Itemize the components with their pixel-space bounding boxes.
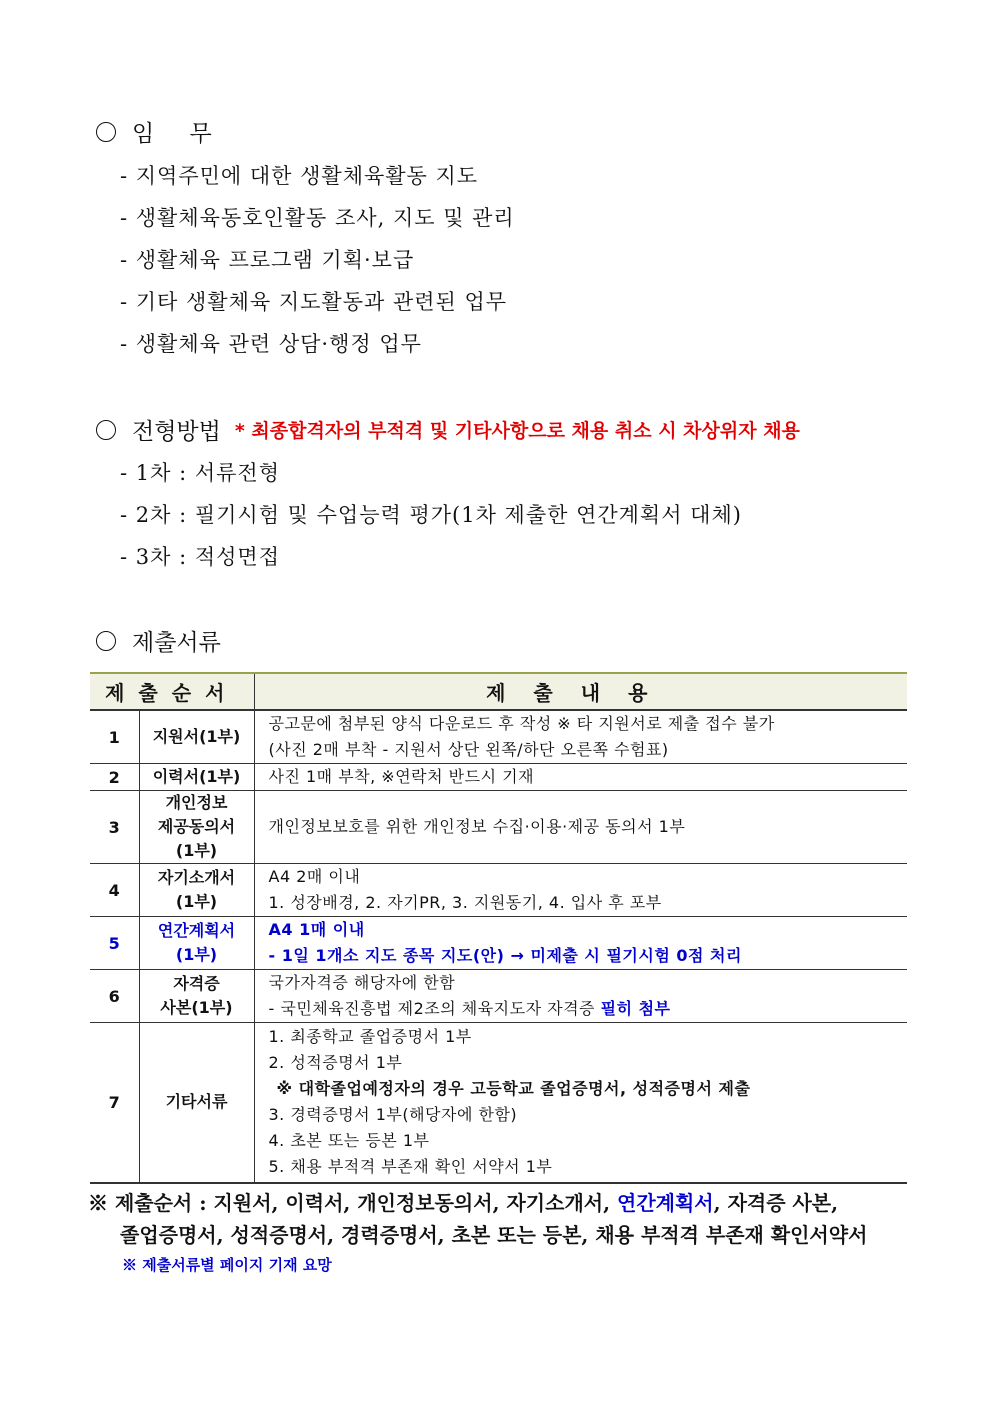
documents-heading	[96, 624, 221, 657]
documents-table	[90, 672, 907, 1184]
duty-item: - 생활체육 관련 상담·행정 업무	[120, 332, 422, 356]
document-content	[254, 917, 907, 970]
row-number: 3	[90, 791, 139, 864]
cancellation-note: * 최종합격자의 부적격 및 기타사항으로 채용 취소 시 차상위자 채용	[234, 420, 800, 442]
document-content	[254, 864, 907, 917]
table-row	[90, 710, 907, 764]
selection-heading	[96, 413, 800, 446]
submission-order-note	[88, 1187, 838, 1216]
document-content	[254, 791, 907, 864]
content-line	[269, 996, 902, 1022]
circle-bullet-icon	[96, 631, 116, 651]
duty-item: - 기타 생활체육 지도활동과 관련된 업무	[120, 290, 508, 314]
annual-plan-highlight: 연간계획서	[617, 1191, 714, 1215]
table-row	[90, 764, 907, 791]
selection-item: - 3차 : 적성면접	[120, 545, 280, 569]
row-number: 2	[90, 764, 139, 791]
name-line: (1부)	[175, 892, 218, 911]
row-number: 1	[90, 710, 139, 764]
row-number: 7	[90, 1023, 139, 1183]
duties-heading	[96, 115, 226, 148]
document-name: 이력서(1부)	[139, 764, 254, 791]
document-name	[139, 791, 254, 864]
table-row	[90, 1023, 907, 1183]
row-number: 4	[90, 864, 139, 917]
content-line: 3. 경력증명서 1부(해당자에 한함)	[268, 1105, 518, 1125]
table-row	[90, 791, 907, 864]
submission-order-note-line2: 졸업증명서, 성적증명서, 경력증명서, 초본 또는 등본, 채용 부적격 부존재 확인서약서	[120, 1223, 868, 1247]
documents-heading-text: 제출서류	[132, 630, 221, 656]
content-line: 1. 성장배경, 2. 자기PR, 3. 지원동기, 4. 입사 후 포부	[268, 893, 662, 912]
duty-item: - 생활체육동호인활동 조사, 지도 및 관리	[120, 206, 515, 230]
table-row	[90, 970, 907, 1023]
row-number: 5	[90, 917, 139, 970]
page-number-note: ※ 제출서류별 페이지 기재 요망	[122, 1256, 332, 1274]
name-line: (1부)	[175, 841, 218, 860]
document-name	[139, 864, 254, 917]
table-row	[90, 917, 907, 970]
content-line: ※ 대학졸업예정자의 경우 고등학교 졸업증명서, 성적증명서 제출	[276, 1079, 751, 1099]
name-line: 사본(1부)	[160, 998, 233, 1017]
submission-order-text: ※ 제출순서 : 지원서, 이력서, 개인정보동의서, 자기소개서,	[88, 1191, 611, 1215]
name-line: 개인정보	[165, 793, 228, 812]
content-line: 국가자격증 해당자에 한함	[268, 973, 456, 992]
document-content	[254, 710, 907, 764]
name-line: (1부)	[175, 945, 218, 964]
document-content	[254, 1023, 907, 1183]
circle-bullet-icon	[96, 122, 116, 142]
required-attach-note: 필히 첨부	[600, 999, 671, 1018]
content-line: 1. 최종학교 졸업증명서 1부	[268, 1027, 472, 1047]
document-name: 지원서(1부)	[139, 710, 254, 764]
content-line: 공고문에 첨부된 양식 다운로드 후 작성 ※ 타 지원서로 제출 접수 불가	[268, 714, 775, 733]
name-line: 연간계획서	[157, 921, 236, 940]
name-line: 자격증	[173, 974, 220, 993]
content-line: A4 1매 이내	[268, 920, 365, 939]
content-line: 사진 1매 부착, ※연락처 반드시 기재	[268, 767, 535, 786]
table-header-row	[90, 673, 907, 710]
document-name: 기타서류	[139, 1023, 254, 1183]
content-line: (사진 2매 부착 - 지원서 상단 왼쪽/하단 오른쪽 수험표)	[268, 740, 669, 759]
document-name	[139, 970, 254, 1023]
circle-bullet-icon	[96, 420, 116, 440]
duty-item: - 지역주민에 대한 생활체육활동 지도	[120, 164, 479, 188]
duties-heading-text: 임 무	[132, 121, 226, 147]
order-column-header: 제출순서	[90, 673, 254, 710]
document-content	[254, 764, 907, 791]
content-line: A4 2매 이내	[268, 867, 361, 886]
selection-heading-text: 전형방법	[132, 419, 221, 445]
submission-order-text-end: , 자격증 사본,	[713, 1191, 839, 1215]
name-line: 제공동의서	[157, 817, 236, 836]
selection-item: - 2차 : 필기시험 및 수업능력 평가(1차 제출한 연간계획서 대체)	[120, 503, 742, 527]
content-line: 5. 채용 부적격 부존재 확인 서약서 1부	[268, 1157, 553, 1177]
table-row	[90, 864, 907, 917]
content-line: 2. 성적증명서 1부	[268, 1053, 403, 1073]
content-line: 4. 초본 또는 등본 1부	[268, 1131, 430, 1151]
name-line: 자기소개서	[157, 868, 236, 887]
content-line: 개인정보보호를 위한 개인정보 수집·이용·제공 동의서 1부	[268, 817, 686, 836]
content-column-header: 제출내용	[254, 673, 907, 710]
duty-item: - 생활체육 프로그램 기획·보급	[120, 248, 415, 272]
row-number: 6	[90, 970, 139, 1023]
content-line: - 1일 1개소 지도 종목 지도(안) → 미제출 시 필기시험 0점 처리	[268, 946, 742, 965]
document-name	[139, 917, 254, 970]
content-text: - 국민체육진흥법 제2조의 체육지도자 자격증	[268, 999, 596, 1018]
selection-item: - 1차 : 서류전형	[120, 461, 280, 485]
document-content	[254, 970, 907, 1023]
